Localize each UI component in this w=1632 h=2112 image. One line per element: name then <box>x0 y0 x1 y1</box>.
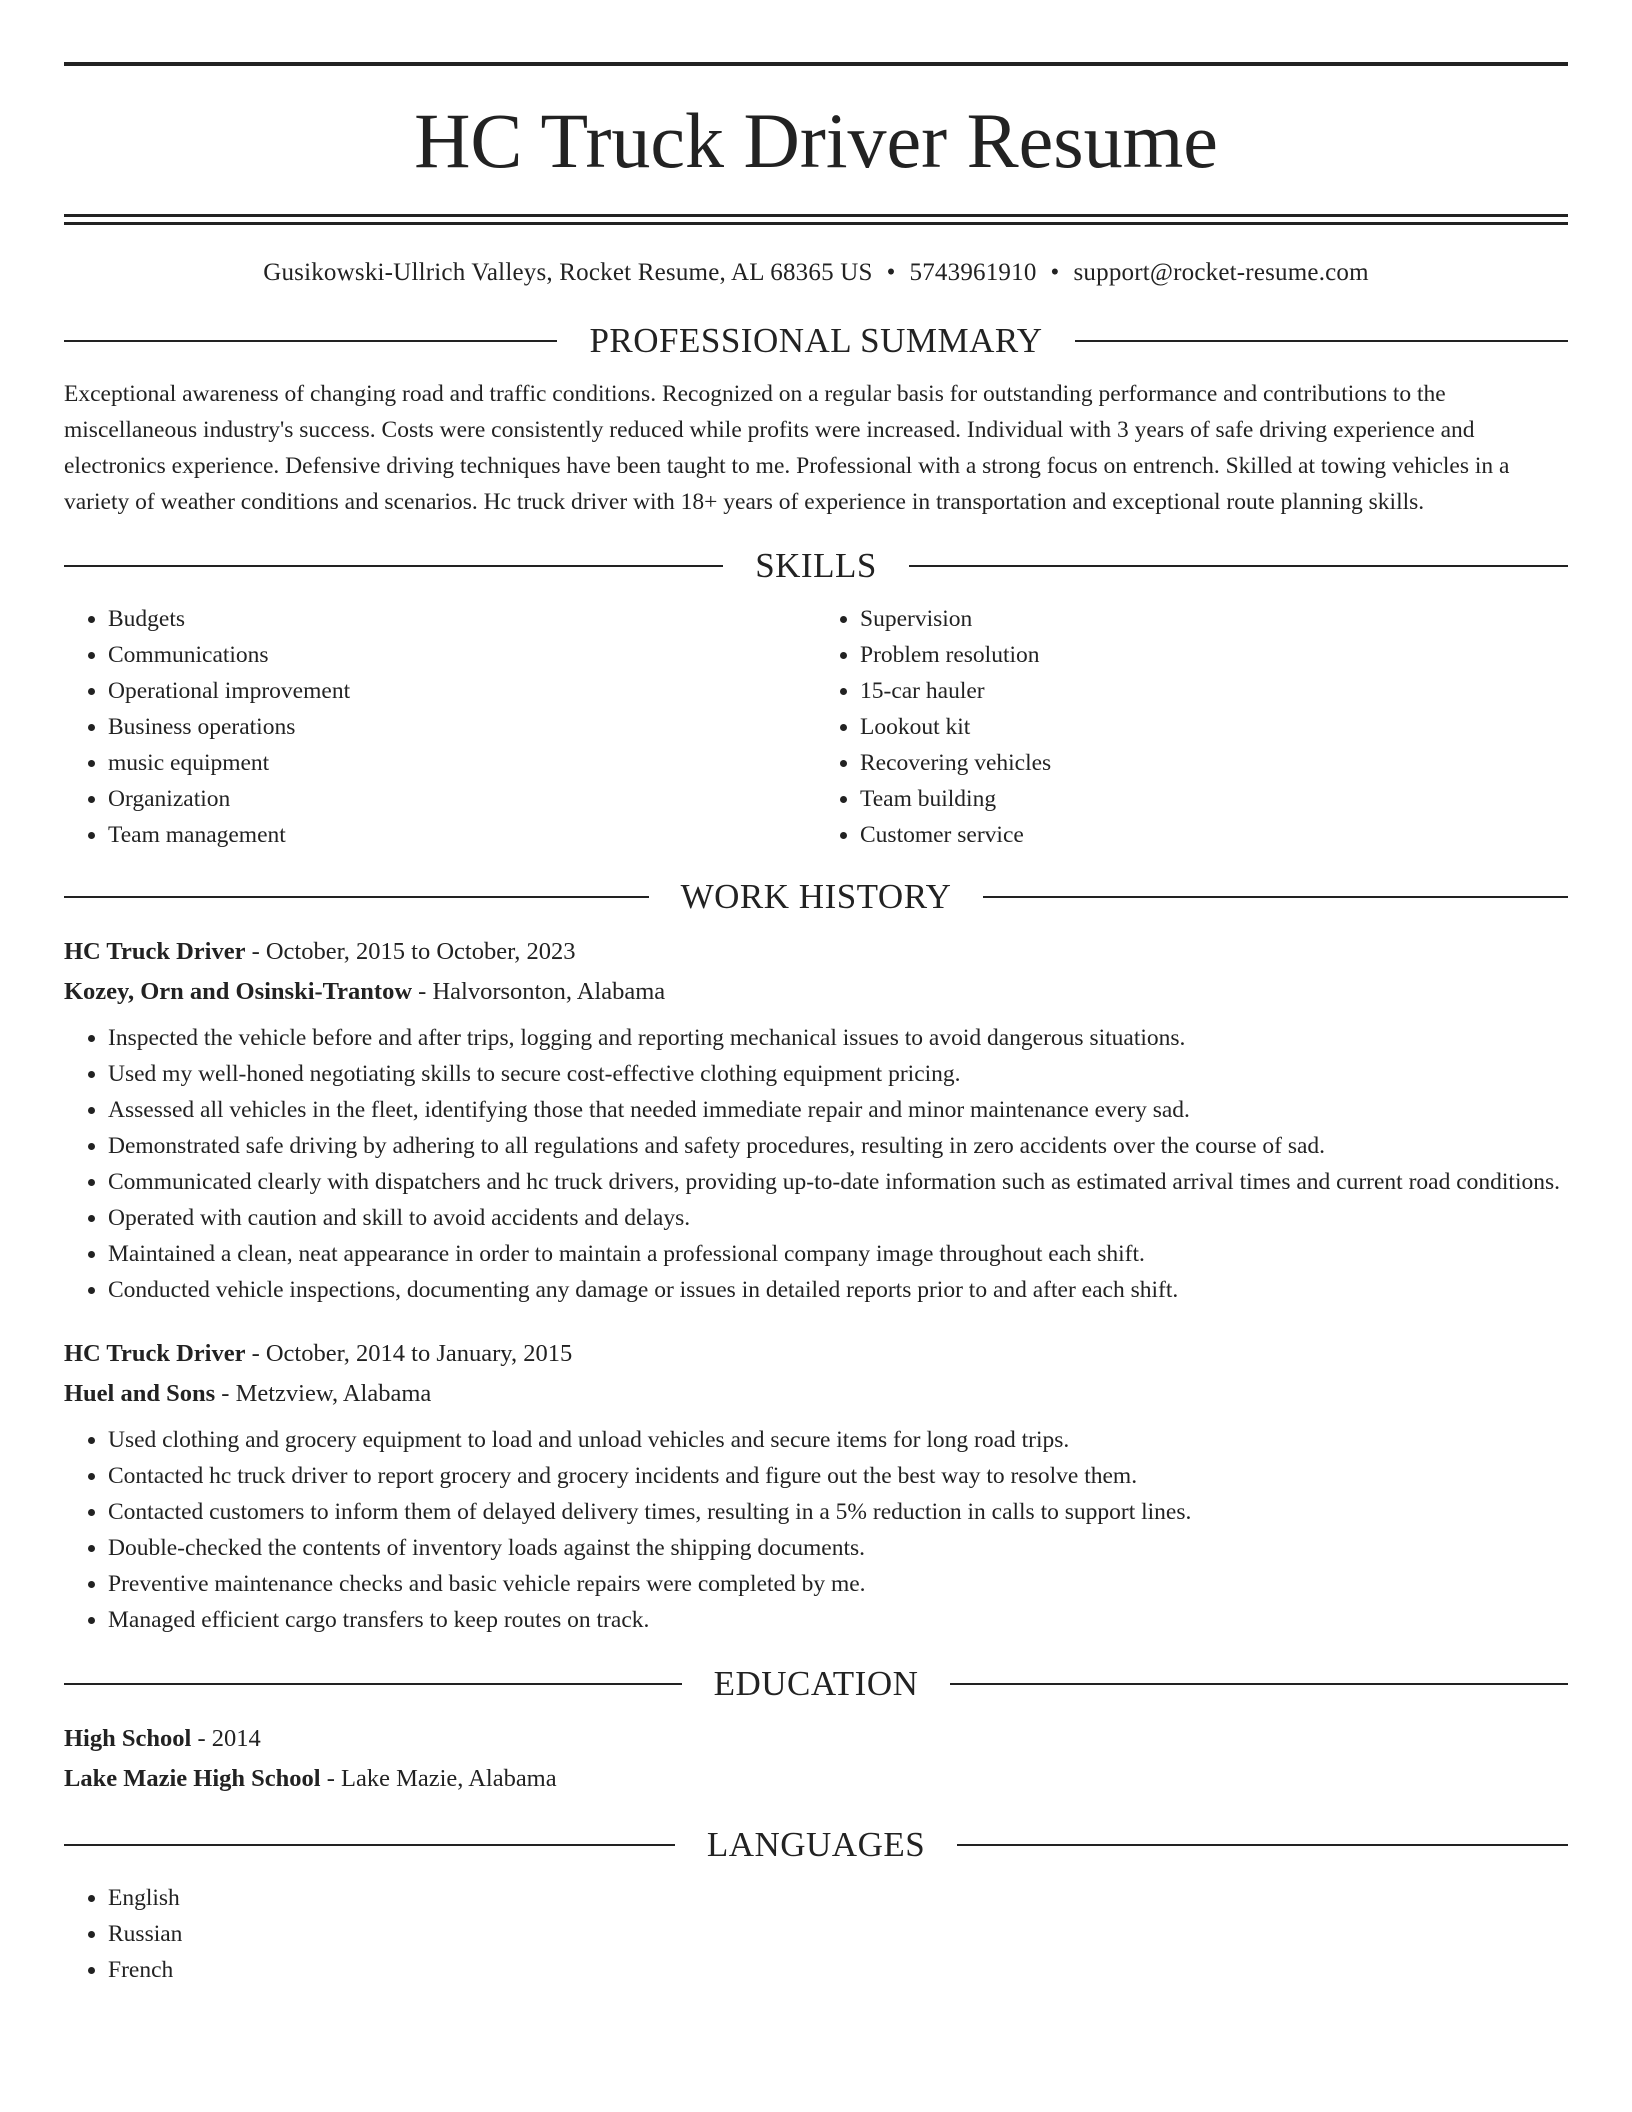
job-entry <box>64 1334 1568 1638</box>
job-title-line <box>64 932 1568 972</box>
job-title-line <box>64 1334 1568 1374</box>
education-degree-line <box>64 1719 1568 1759</box>
contact-separator: • <box>886 259 896 286</box>
languages-list <box>64 1880 1568 1988</box>
education-degree: High School <box>64 1725 192 1752</box>
job-bullet: • Contacted hc truck driver to report grocery and grocery incidents and figure out the best way to resolve them. <box>108 1458 1568 1494</box>
skill-item: • Budgets <box>108 601 816 637</box>
skill-item: • Problem resolution <box>860 637 1568 673</box>
education-heading: EDUCATION <box>713 1664 919 1703</box>
languages-heading: LANGUAGES <box>706 1825 926 1864</box>
top-rule <box>64 62 1568 66</box>
job-title: HC Truck Driver <box>64 1340 246 1367</box>
job-company: Huel and Sons <box>64 1380 216 1407</box>
resume-title: HC Truck Driver Resume <box>414 97 1218 184</box>
contact-address: Gusikowski-Ullrich Valleys, Rocket Resume, AL 68365 US <box>263 259 873 286</box>
education-year: - 2014 <box>197 1725 261 1752</box>
skill-item: • Supervision <box>860 601 1568 637</box>
job-bullet: • Maintained a clean, neat appearance in order to maintain a professional company image throughout each shift. <box>108 1236 1568 1272</box>
skills-heading: SKILLS <box>755 546 877 585</box>
job-bullet: • Demonstrated safe driving by adhering to all regulations and safety procedures, resulting in zero accidents over the course of sad. <box>108 1128 1568 1164</box>
skill-item: • Communications <box>108 637 816 673</box>
skill-item: • 15-car hauler <box>860 673 1568 709</box>
work-section-heading <box>64 879 1568 914</box>
skill-item: • Team management <box>108 817 816 853</box>
job-bullet: • Contacted customers to inform them of delayed delivery times, resulting in a 5% reduction in calls to support lines. <box>108 1494 1568 1530</box>
education-location: - Lake Mazie, Alabama <box>326 1765 557 1792</box>
contact-line <box>64 259 1568 287</box>
education-section-heading <box>64 1666 1568 1701</box>
divider <box>983 896 1568 898</box>
job-title: HC Truck Driver <box>64 938 246 965</box>
job-dates: - October, 2015 to October, 2023 <box>251 938 576 965</box>
divider <box>950 1683 1568 1685</box>
skill-item: • Team building <box>860 781 1568 817</box>
divider <box>64 565 723 567</box>
divider <box>957 1844 1568 1846</box>
divider <box>909 565 1568 567</box>
divider <box>64 340 557 342</box>
skill-item: • Organization <box>108 781 816 817</box>
job-company: Kozey, Orn and Osinski-Trantow <box>64 978 413 1005</box>
summary-text: Exceptional awareness of changing road and traffic conditions. Recognized on a regular basis for outstanding performance and contributions to the miscellaneous industry's success. Costs were consistently reduced while profits were increased. Individual with 3 years of safe driving experience and electronics experience. Defensive driving techniques have been taught to me. Professional with a strong focus on entrench. Skilled at towing vehicles in a variety of weather conditions and scenarios. Hc truck driver with 18+ years of experience in transportation and exceptional route planning skills. <box>64 381 1510 515</box>
job-bullet: • Inspected the vehicle before and after trips, logging and reporting mechanical issues to avoid dangerous situations. <box>108 1020 1568 1056</box>
job-bullet: • Operated with caution and skill to avoid accidents and delays. <box>108 1200 1568 1236</box>
skill-item: • Lookout kit <box>860 709 1568 745</box>
job-entry <box>64 932 1568 1308</box>
job-bullets <box>64 1422 1568 1638</box>
job-bullet: • Conducted vehicle inspections, documenting any damage or issues in detailed reports prior to and after each shift. <box>108 1272 1568 1308</box>
summary-heading: PROFESSIONAL SUMMARY <box>589 321 1043 360</box>
divider <box>1075 340 1568 342</box>
job-company-line <box>64 1374 1568 1414</box>
job-bullet: • Managed efficient cargo transfers to keep routes on track. <box>108 1602 1568 1638</box>
divider <box>64 896 649 898</box>
skills-left-column <box>64 601 816 853</box>
skills-right-column <box>816 601 1568 853</box>
job-bullet: • Assessed all vehicles in the fleet, identifying those that needed immediate repair and minor maintenance every sad. <box>108 1092 1568 1128</box>
job-bullet: • Used my well-honed negotiating skills to secure cost-effective clothing equipment pricing. <box>108 1056 1568 1092</box>
divider <box>64 1683 682 1685</box>
skill-item: • Customer service <box>860 817 1568 853</box>
education-school: Lake Mazie High School <box>64 1765 321 1792</box>
work-heading: WORK HISTORY <box>680 877 952 916</box>
job-bullets <box>64 1020 1568 1308</box>
skill-item: • music equipment <box>108 745 816 781</box>
job-bullet: • Preventive maintenance checks and basic vehicle repairs were completed by me. <box>108 1566 1568 1602</box>
education-school-line <box>64 1759 1568 1799</box>
contact-separator: • <box>1050 259 1060 286</box>
skills-list <box>64 601 1568 853</box>
language-item: • English <box>108 1880 1568 1916</box>
job-bullet: • Used clothing and grocery equipment to load and unload vehicles and secure items for long road trips. <box>108 1422 1568 1458</box>
skill-item: • Business operations <box>108 709 816 745</box>
job-company-line <box>64 972 1568 1012</box>
job-bullet: • Double-checked the contents of inventory loads against the shipping documents. <box>108 1530 1568 1566</box>
language-item: • Russian <box>108 1916 1568 1952</box>
job-bullet: • Communicated clearly with dispatchers and hc truck drivers, providing up-to-date information such as estimated arrival times and current road conditions. <box>108 1164 1568 1200</box>
skills-section-heading <box>64 548 1568 583</box>
title-double-rule <box>64 214 1568 225</box>
summary-section-heading <box>64 323 1568 358</box>
language-item: • French <box>108 1952 1568 1988</box>
contact-phone: 5743961910 <box>909 259 1037 286</box>
job-location: - Halvorsonton, Alabama <box>418 978 666 1005</box>
skill-item: • Recovering vehicles <box>860 745 1568 781</box>
contact-email: support@rocket-resume.com <box>1073 259 1369 286</box>
job-dates: - October, 2014 to January, 2015 <box>251 1340 573 1367</box>
job-location: - Metzview, Alabama <box>221 1380 432 1407</box>
divider <box>64 1844 675 1846</box>
skill-item: • Operational improvement <box>108 673 816 709</box>
languages-section-heading <box>64 1827 1568 1862</box>
